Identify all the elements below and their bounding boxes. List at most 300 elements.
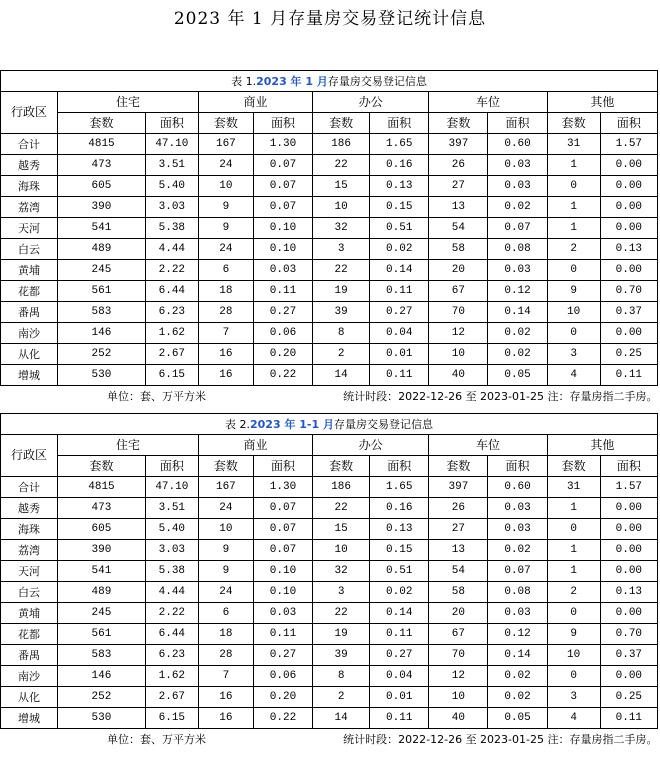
table-row	[1, 218, 658, 239]
data-cell: 0.06	[253, 666, 312, 687]
data-cell: 27	[429, 519, 488, 540]
data-cell: 0.11	[370, 281, 429, 302]
data-cell: 18	[198, 281, 253, 302]
group-header: 办公	[313, 92, 429, 113]
data-cell: 19	[313, 624, 370, 645]
table-row	[1, 708, 658, 729]
subheader-row	[1, 456, 658, 477]
subheader-row	[1, 113, 658, 134]
data-cell: 397	[429, 477, 488, 498]
data-cell: 58	[429, 239, 488, 260]
data-cell: 186	[313, 134, 370, 155]
data-cell: 541	[58, 218, 146, 239]
data-cell: 12	[429, 666, 488, 687]
data-cell: 19	[313, 281, 370, 302]
data-cell: 3	[547, 344, 600, 365]
data-cell: 10	[198, 176, 253, 197]
group-header: 其他	[547, 435, 657, 456]
data-cell: 0.07	[488, 561, 547, 582]
data-cell: 10	[313, 540, 370, 561]
footer-right	[313, 729, 658, 750]
data-cell: 390	[58, 197, 146, 218]
district-name: 南沙	[1, 323, 58, 344]
data-cell: 0.05	[488, 708, 547, 729]
data-cell: 0.22	[253, 708, 312, 729]
data-cell: 0	[547, 519, 600, 540]
data-cell: 390	[58, 540, 146, 561]
data-cell: 58	[429, 582, 488, 603]
data-cell: 541	[58, 561, 146, 582]
data-cell: 0.00	[600, 218, 657, 239]
data-cell: 0.07	[253, 197, 312, 218]
data-cell: 561	[58, 624, 146, 645]
data-cell: 2.22	[145, 260, 198, 281]
data-cell: 70	[429, 302, 488, 323]
data-cell: 0.03	[253, 603, 312, 624]
data-cell: 27	[429, 176, 488, 197]
table-row	[1, 582, 658, 603]
data-cell: 397	[429, 134, 488, 155]
data-cell: 0.60	[488, 477, 547, 498]
data-cell: 0.27	[253, 645, 312, 666]
data-cell: 7	[198, 323, 253, 344]
data-cell: 22	[313, 603, 370, 624]
data-cell: 0.00	[600, 323, 657, 344]
footnote: 注：存量房指二手房。	[547, 732, 658, 746]
data-cell: 0.02	[488, 540, 547, 561]
data-cell: 4	[547, 708, 600, 729]
table-row	[1, 603, 658, 624]
data-cell: 0.14	[488, 645, 547, 666]
table-caption-row	[1, 414, 658, 435]
count-header: 套数	[429, 456, 488, 477]
data-cell: 583	[58, 302, 146, 323]
data-cell: 1	[547, 197, 600, 218]
data-cell: 3	[313, 239, 370, 260]
data-cell: 13	[429, 197, 488, 218]
data-cell: 5.40	[145, 519, 198, 540]
data-cell: 1.57	[600, 134, 657, 155]
data-cell: 0.11	[370, 708, 429, 729]
table-row	[1, 519, 658, 540]
data-cell: 0.04	[370, 323, 429, 344]
data-cell: 0.11	[370, 624, 429, 645]
data-cell: 0.51	[370, 218, 429, 239]
data-cell: 473	[58, 498, 146, 519]
data-cell: 0.51	[370, 561, 429, 582]
area-header: 面积	[488, 113, 547, 134]
district-name: 黄埔	[1, 260, 58, 281]
data-cell: 0.03	[488, 498, 547, 519]
caption-prefix: 表 1.	[231, 74, 257, 88]
data-cell: 8	[313, 666, 370, 687]
data-cell: 15	[313, 519, 370, 540]
count-header: 套数	[313, 113, 370, 134]
district-name: 增城	[1, 708, 58, 729]
data-cell: 0.02	[488, 687, 547, 708]
stat-period: 统计时段：2022-12-26 至 2023-01-25	[343, 732, 544, 746]
table-row	[1, 302, 658, 323]
caption-prefix: 表 2.	[225, 417, 250, 431]
data-cell: 6.44	[145, 281, 198, 302]
data-cell: 0.37	[600, 645, 657, 666]
page-title: 2023 年 1 月存量房交易登记统计信息	[173, 9, 487, 29]
data-cell: 0.04	[370, 666, 429, 687]
data-cell: 530	[58, 365, 146, 386]
data-cell: 0.70	[600, 624, 657, 645]
data-cell: 0.05	[488, 365, 547, 386]
data-cell: 0.27	[370, 645, 429, 666]
data-cell: 6.23	[145, 645, 198, 666]
data-cell: 1.30	[253, 134, 312, 155]
data-cell: 1	[547, 218, 600, 239]
data-cell: 0.10	[253, 239, 312, 260]
data-cell: 0	[547, 603, 600, 624]
table-row	[1, 624, 658, 645]
data-cell: 7	[198, 666, 253, 687]
data-cell: 0.16	[370, 155, 429, 176]
data-cell: 3.51	[145, 155, 198, 176]
area-header: 面积	[145, 113, 198, 134]
data-cell: 0.01	[370, 344, 429, 365]
group-header: 车位	[429, 435, 547, 456]
data-cell: 0.08	[488, 582, 547, 603]
data-cell: 54	[429, 561, 488, 582]
district-name: 白云	[1, 239, 58, 260]
table-caption	[1, 71, 658, 92]
district-name: 天河	[1, 561, 58, 582]
table-row	[1, 666, 658, 687]
district-name: 合计	[1, 477, 58, 498]
data-cell: 0.08	[488, 239, 547, 260]
data-cell: 28	[198, 645, 253, 666]
data-cell: 583	[58, 645, 146, 666]
count-header: 套数	[313, 456, 370, 477]
data-cell: 1.65	[370, 134, 429, 155]
data-cell: 0	[547, 666, 600, 687]
footnote: 注：存量房指二手房。	[547, 389, 658, 403]
data-cell: 5.40	[145, 176, 198, 197]
data-cell: 10	[198, 519, 253, 540]
data-cell: 26	[429, 155, 488, 176]
data-cell: 0.12	[488, 281, 547, 302]
district-name: 花都	[1, 281, 58, 302]
district-header: 行政区	[1, 92, 58, 134]
data-cell: 0.14	[488, 302, 547, 323]
unit-note: 单位：套、万平方米	[107, 732, 207, 746]
data-cell: 5.38	[145, 561, 198, 582]
data-cell: 146	[58, 323, 146, 344]
data-cell: 6	[198, 603, 253, 624]
data-cell: 0	[547, 176, 600, 197]
table-caption	[1, 414, 658, 435]
header-row	[1, 435, 658, 456]
data-cell: 31	[547, 477, 600, 498]
district-name: 合计	[1, 134, 58, 155]
data-cell: 0.07	[253, 155, 312, 176]
district-name: 增城	[1, 365, 58, 386]
district-name: 番禺	[1, 645, 58, 666]
district-name: 荔湾	[1, 197, 58, 218]
table-row	[1, 365, 658, 386]
data-cell: 0.07	[253, 176, 312, 197]
data-cell: 9	[198, 540, 253, 561]
data-cell: 9	[547, 624, 600, 645]
data-cell: 0.00	[600, 498, 657, 519]
data-cell: 0	[547, 260, 600, 281]
area-header: 面积	[145, 456, 198, 477]
data-cell: 473	[58, 155, 146, 176]
data-cell: 2	[313, 344, 370, 365]
district-header: 行政区	[1, 435, 58, 477]
area-header: 面积	[600, 113, 657, 134]
data-cell: 8	[313, 323, 370, 344]
data-cell: 1.62	[145, 323, 198, 344]
table-row	[1, 561, 658, 582]
data-cell: 0.00	[600, 260, 657, 281]
district-name: 花都	[1, 624, 58, 645]
caption-period: 2023 年 1-1 月	[250, 417, 334, 431]
district-name: 天河	[1, 218, 58, 239]
data-cell: 0.02	[488, 323, 547, 344]
data-cell: 0.01	[370, 687, 429, 708]
data-cell: 0.25	[600, 344, 657, 365]
data-cell: 0.13	[600, 239, 657, 260]
header-row	[1, 92, 658, 113]
data-cell: 0.10	[253, 218, 312, 239]
data-cell: 54	[429, 218, 488, 239]
table-row	[1, 239, 658, 260]
data-cell: 10	[429, 687, 488, 708]
data-cell: 47.10	[145, 477, 198, 498]
data-cell: 0.20	[253, 344, 312, 365]
data-cell: 4815	[58, 477, 146, 498]
data-cell: 9	[547, 281, 600, 302]
data-cell: 0.13	[370, 176, 429, 197]
data-cell: 24	[198, 155, 253, 176]
data-cell: 22	[313, 260, 370, 281]
data-cell: 24	[198, 582, 253, 603]
data-cell: 12	[429, 323, 488, 344]
data-cell: 16	[198, 344, 253, 365]
data-cell: 530	[58, 708, 146, 729]
data-cell: 40	[429, 365, 488, 386]
data-cell: 146	[58, 666, 146, 687]
area-header: 面积	[253, 456, 312, 477]
data-cell: 6.15	[145, 708, 198, 729]
data-cell: 9	[198, 197, 253, 218]
data-cell: 0.02	[488, 197, 547, 218]
data-cell: 0.22	[253, 365, 312, 386]
data-cell: 9	[198, 561, 253, 582]
data-cell: 1.62	[145, 666, 198, 687]
footer-right	[313, 386, 658, 407]
data-cell: 2.67	[145, 687, 198, 708]
data-cell: 14	[313, 365, 370, 386]
data-cell: 0.11	[600, 365, 657, 386]
data-cell: 0.12	[488, 624, 547, 645]
caption-suffix: 存量房交易登记信息	[333, 417, 433, 431]
data-cell: 167	[198, 134, 253, 155]
group-header: 车位	[429, 92, 547, 113]
table-row	[1, 134, 658, 155]
unit-note: 单位：套、万平方米	[107, 389, 207, 403]
data-cell: 2.67	[145, 344, 198, 365]
data-cell: 1	[547, 561, 600, 582]
data-cell: 0.37	[600, 302, 657, 323]
district-name: 越秀	[1, 498, 58, 519]
data-cell: 0.11	[253, 281, 312, 302]
data-cell: 0.10	[253, 582, 312, 603]
data-cell: 252	[58, 687, 146, 708]
count-header: 套数	[58, 113, 146, 134]
data-cell: 40	[429, 708, 488, 729]
data-cell: 0.03	[488, 603, 547, 624]
data-cell: 0.03	[253, 260, 312, 281]
data-cell: 605	[58, 519, 146, 540]
data-cell: 1	[547, 540, 600, 561]
table-row	[1, 155, 658, 176]
data-cell: 3.03	[145, 197, 198, 218]
group-header: 住宅	[58, 435, 199, 456]
data-cell: 1	[547, 498, 600, 519]
data-cell: 0.00	[600, 155, 657, 176]
data-cell: 32	[313, 561, 370, 582]
data-cell: 0.03	[488, 155, 547, 176]
table-footer	[1, 386, 658, 407]
data-cell: 4815	[58, 134, 146, 155]
table-row	[1, 498, 658, 519]
data-cell: 0.07	[488, 218, 547, 239]
data-cell: 16	[198, 687, 253, 708]
data-cell: 2	[547, 239, 600, 260]
data-cell: 0.00	[600, 197, 657, 218]
data-cell: 3.51	[145, 498, 198, 519]
stats-table-2	[0, 413, 658, 749]
area-header: 面积	[370, 113, 429, 134]
table-row	[1, 645, 658, 666]
data-cell: 6	[198, 260, 253, 281]
table-row	[1, 344, 658, 365]
data-cell: 16	[198, 365, 253, 386]
data-cell: 0.14	[370, 260, 429, 281]
data-cell: 20	[429, 603, 488, 624]
data-cell: 0.02	[370, 582, 429, 603]
area-header: 面积	[253, 113, 312, 134]
data-cell: 1.65	[370, 477, 429, 498]
data-cell: 26	[429, 498, 488, 519]
count-header: 套数	[198, 456, 253, 477]
data-cell: 32	[313, 218, 370, 239]
data-cell: 0.02	[488, 666, 547, 687]
count-header: 套数	[198, 113, 253, 134]
area-header: 面积	[600, 456, 657, 477]
district-name: 从化	[1, 344, 58, 365]
table-row	[1, 176, 658, 197]
data-cell: 0.15	[370, 540, 429, 561]
data-cell: 1.30	[253, 477, 312, 498]
data-cell: 16	[198, 708, 253, 729]
group-header: 住宅	[58, 92, 199, 113]
data-cell: 2.22	[145, 603, 198, 624]
district-name: 黄埔	[1, 603, 58, 624]
data-cell: 0.11	[600, 708, 657, 729]
group-header: 商业	[198, 435, 312, 456]
district-name: 海珠	[1, 176, 58, 197]
data-cell: 2	[313, 687, 370, 708]
data-cell: 24	[198, 498, 253, 519]
data-cell: 0.00	[600, 561, 657, 582]
data-cell: 6.44	[145, 624, 198, 645]
data-cell: 0.13	[370, 519, 429, 540]
data-cell: 24	[198, 239, 253, 260]
data-cell: 0.16	[370, 498, 429, 519]
data-cell: 10	[429, 344, 488, 365]
district-name: 南沙	[1, 666, 58, 687]
data-cell: 489	[58, 239, 146, 260]
data-cell: 5.38	[145, 218, 198, 239]
data-cell: 13	[429, 540, 488, 561]
district-name: 白云	[1, 582, 58, 603]
area-header: 面积	[370, 456, 429, 477]
data-cell: 4.44	[145, 582, 198, 603]
data-cell: 0.02	[370, 239, 429, 260]
area-header: 面积	[488, 456, 547, 477]
data-cell: 0.00	[600, 666, 657, 687]
data-cell: 605	[58, 176, 146, 197]
data-cell: 18	[198, 624, 253, 645]
table-row	[1, 323, 658, 344]
data-cell: 0.20	[253, 687, 312, 708]
data-cell: 245	[58, 260, 146, 281]
table-row	[1, 540, 658, 561]
data-cell: 31	[547, 134, 600, 155]
caption-suffix: 存量房交易登记信息	[327, 74, 427, 88]
data-cell: 3.03	[145, 540, 198, 561]
count-header: 套数	[429, 113, 488, 134]
data-cell: 47.10	[145, 134, 198, 155]
data-cell: 186	[313, 477, 370, 498]
district-name: 荔湾	[1, 540, 58, 561]
district-name: 越秀	[1, 155, 58, 176]
district-name: 番禺	[1, 302, 58, 323]
data-cell: 3	[547, 687, 600, 708]
data-cell: 14	[313, 708, 370, 729]
data-cell: 0.03	[488, 260, 547, 281]
data-cell: 20	[429, 260, 488, 281]
data-cell: 0.70	[600, 281, 657, 302]
data-cell: 4.44	[145, 239, 198, 260]
data-cell: 0.02	[488, 344, 547, 365]
data-cell: 0.00	[600, 519, 657, 540]
group-header: 商业	[198, 92, 312, 113]
data-cell: 0	[547, 323, 600, 344]
table-row	[1, 197, 658, 218]
data-cell: 0.07	[253, 498, 312, 519]
data-cell: 10	[313, 197, 370, 218]
count-header: 套数	[547, 113, 600, 134]
data-cell: 0.27	[370, 302, 429, 323]
data-cell: 0.25	[600, 687, 657, 708]
table-row	[1, 477, 658, 498]
data-cell: 0.11	[253, 624, 312, 645]
table-footer	[1, 729, 658, 750]
data-cell: 0.07	[253, 519, 312, 540]
data-cell: 0.11	[370, 365, 429, 386]
table-row	[1, 281, 658, 302]
group-header: 办公	[313, 435, 429, 456]
data-cell: 9	[198, 218, 253, 239]
